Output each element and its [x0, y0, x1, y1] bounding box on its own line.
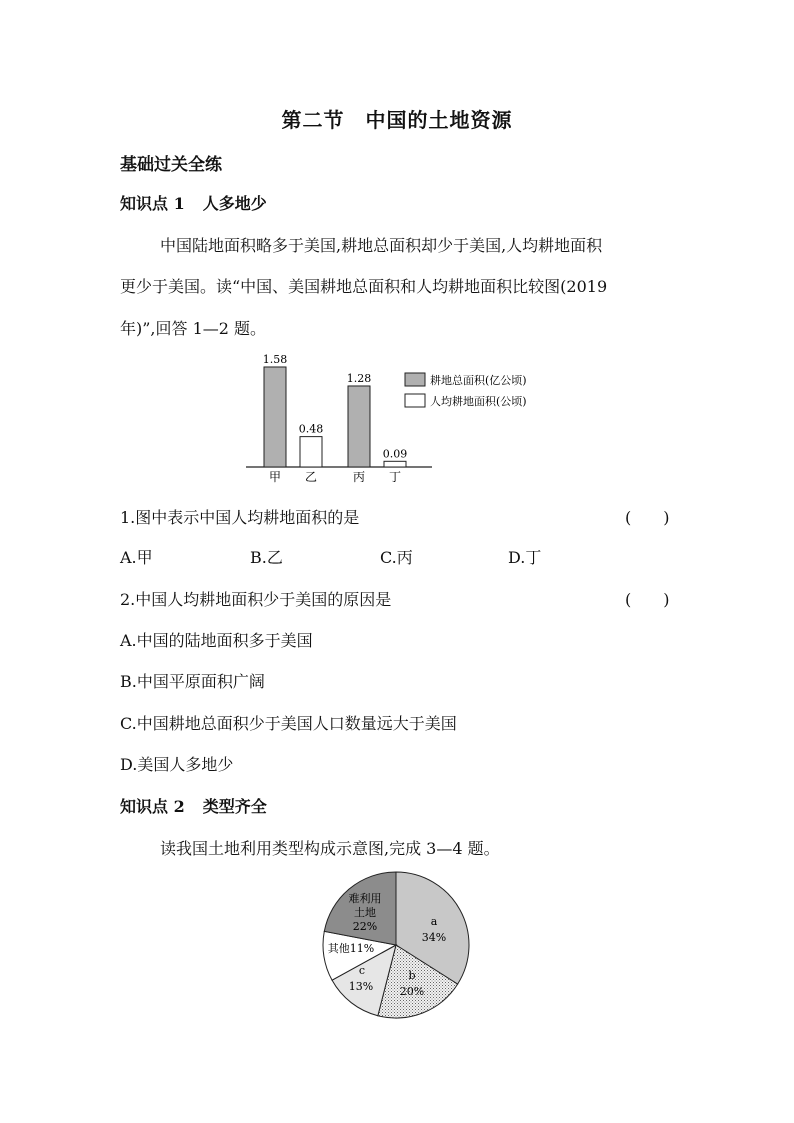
legend-swatch-1 [405, 394, 425, 407]
kp1-paragraph-line3: 年)”,回答 1—2 题。 [120, 319, 267, 338]
bar-0 [264, 367, 286, 467]
bar-chart [240, 345, 570, 490]
pie-pct-unusable: 22% [352, 920, 378, 933]
kp1-label: 知识点 1 [120, 194, 185, 213]
category-label-0: 甲 [268, 470, 282, 484]
pie-label-c: c [358, 964, 366, 977]
category-label-1: 乙 [304, 470, 318, 484]
q2-option-c[interactable]: C.中国耕地总面积少于美国人口数量远大于美国 [120, 714, 457, 733]
bar-1 [300, 437, 322, 467]
section-heading: 基础过关全练 [120, 155, 222, 175]
pie-pct-b: 20% [399, 985, 425, 998]
q1-option-d[interactable]: D.丁 [508, 548, 542, 567]
pie-label-unusable-line2: 土地 [354, 906, 376, 919]
question-2: 2.中国人均耕地面积少于美国的原因是 [120, 590, 392, 609]
kp1-paragraph-line2: 更少于美国。读“中国、美国耕地总面积和人均耕地面积比较图(2019 [120, 277, 608, 296]
bar-value-label-3: 0.09 [382, 447, 408, 461]
legend-label-1: 人均耕地面积(公顷) [430, 395, 527, 408]
pie-pct-c: 13% [348, 980, 374, 993]
category-label-2: 丙 [352, 470, 366, 484]
legend-swatch-0 [405, 373, 425, 386]
bar-2 [348, 386, 370, 467]
question-1: 1.图中表示中国人均耕地面积的是 [120, 508, 360, 527]
category-label-3: 丁 [388, 470, 402, 484]
q1-option-c[interactable]: C.丙 [380, 548, 413, 567]
q2-option-d[interactable]: D.美国人多地少 [120, 755, 234, 774]
page-title: 第二节 中国的土地资源 [281, 108, 513, 132]
q2-option-a[interactable]: A.中国的陆地面积多于美国 [120, 631, 313, 650]
q2-option-b[interactable]: B.中国平原面积广阔 [120, 672, 265, 691]
knowledge-point-1 [120, 191, 267, 214]
pie-pct-a: 34% [421, 931, 447, 944]
knowledge-point-2 [120, 794, 267, 817]
q1-option-a[interactable]: A.甲 [120, 548, 153, 567]
kp2-paragraph: 读我国土地利用类型构成示意图,完成 3—4 题。 [160, 839, 500, 858]
answer-paren-2[interactable]: ( ) [625, 590, 670, 609]
kp1-paragraph-line1: 中国陆地面积略多于美国,耕地总面积却少于美国,人均耕地面积 [160, 236, 603, 255]
answer-paren-1[interactable]: ( ) [625, 508, 670, 527]
pie-label-a: a [430, 915, 438, 928]
pie-label-unusable-line1: 难利用 [348, 892, 382, 905]
pie-chart [310, 865, 485, 1030]
bar-value-label-0: 1.58 [262, 352, 288, 366]
bar-value-label-1: 0.48 [298, 422, 324, 436]
kp1-title: 人多地少 [202, 194, 267, 213]
pie-label-b: b [408, 969, 416, 982]
q1-option-b[interactable]: B.乙 [250, 548, 283, 567]
pie-label-other: 其他11% [327, 942, 375, 955]
bar-3 [384, 461, 406, 467]
bar-value-label-2: 1.28 [346, 371, 372, 385]
legend-label-0: 耕地总面积(亿公顷) [430, 374, 527, 387]
kp2-label: 知识点 2 [120, 797, 185, 816]
kp2-title: 类型齐全 [202, 797, 267, 816]
